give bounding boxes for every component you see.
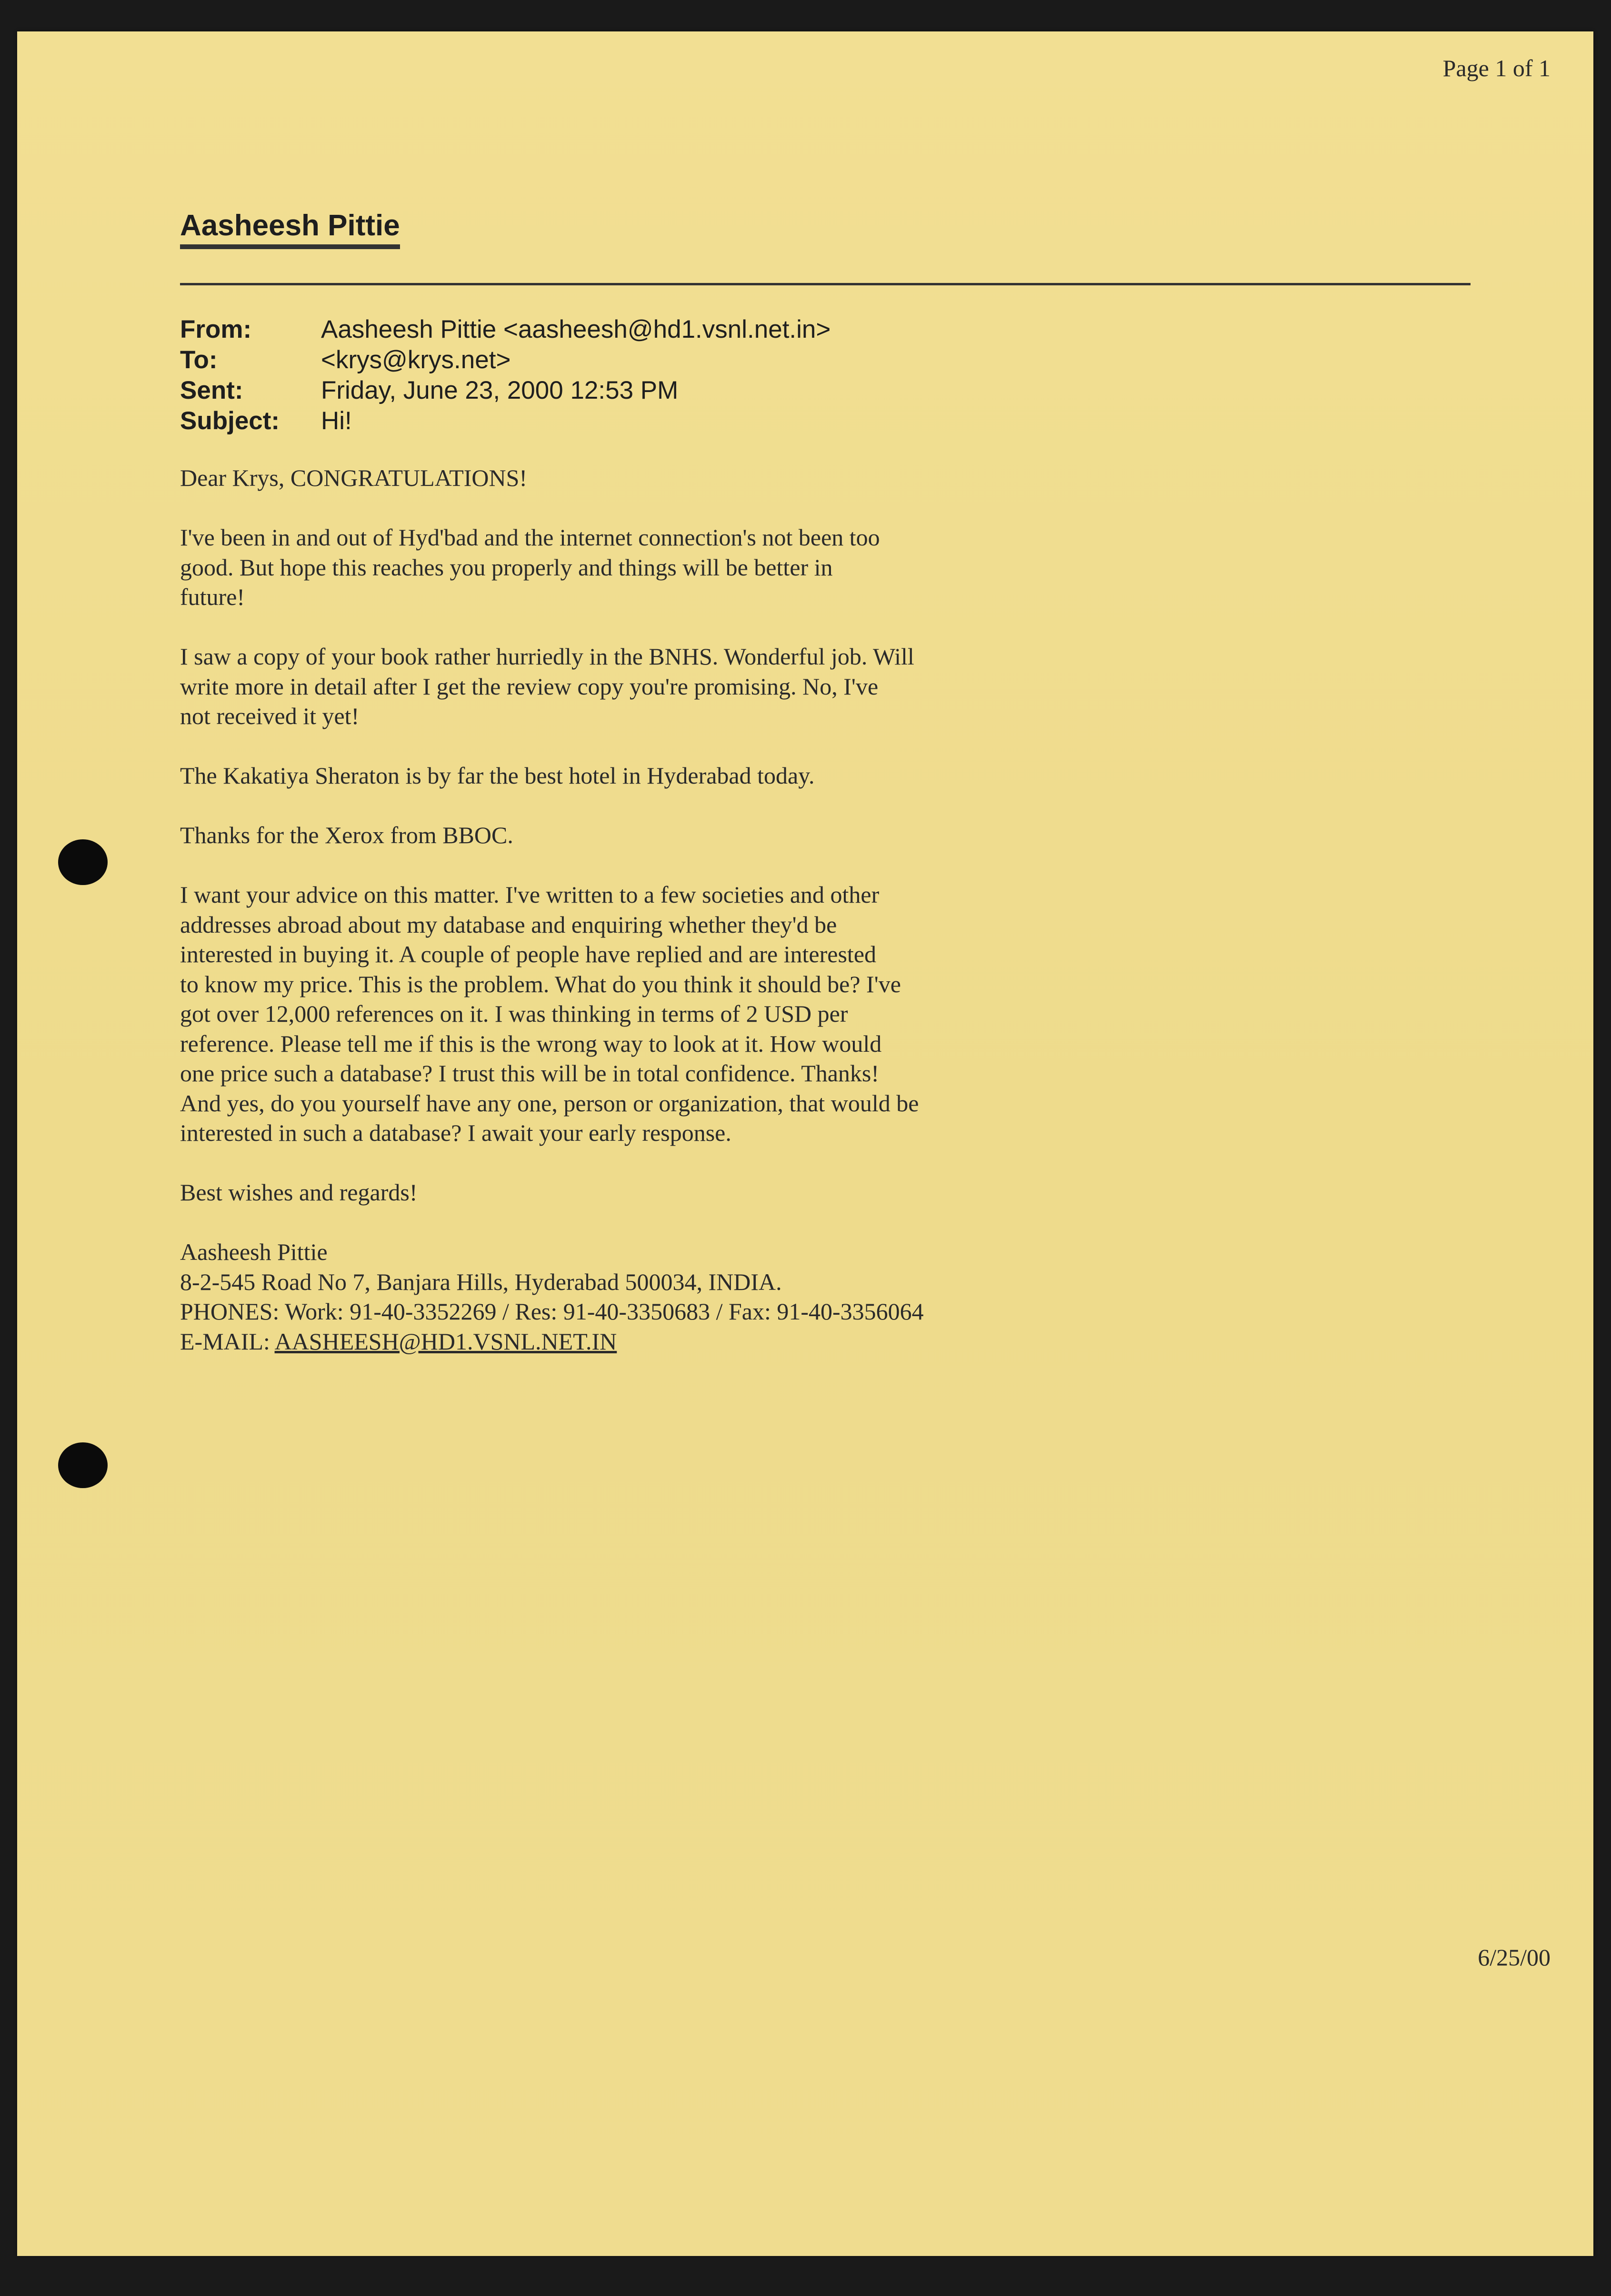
subject-label: Subject: — [180, 407, 280, 435]
signature-block — [180, 1237, 1094, 1356]
body-paragraph: I saw a copy of your book rather hurriedly in the BNHS. Wonderful job. Will write more in detail after I get the review copy you're promising. No, I've not received it yet! — [180, 643, 914, 729]
to-value: <krys@krys.net> — [321, 346, 511, 374]
email-body — [180, 463, 1094, 1356]
email-header — [180, 209, 1471, 249]
document-page — [17, 31, 1593, 2256]
meta-row-subject — [180, 406, 831, 436]
from-label: From: — [180, 315, 252, 343]
email-label: E-MAIL: — [180, 1328, 275, 1355]
email-link[interactable]: AASHEESH@HD1.VSNL.NET.IN — [274, 1328, 617, 1355]
signature-email-line — [180, 1327, 1094, 1357]
punch-hole — [58, 1442, 108, 1488]
closing: Best wishes and regards! — [180, 1179, 418, 1206]
to-label: To: — [180, 346, 218, 374]
heading-divider — [180, 283, 1471, 285]
meta-row-from — [180, 314, 831, 345]
signature-phones: PHONES: Work: 91-40-3352269 / Res: 91-40-3350683 / Fax: 91-40-3356064 — [180, 1298, 924, 1325]
sent-label: Sent: — [180, 376, 243, 404]
subject-value: Hi! — [321, 407, 352, 435]
meta-row-to — [180, 345, 831, 375]
signature-address: 8-2-545 Road No 7, Banjara Hills, Hyderabad 500034, INDIA. — [180, 1268, 782, 1295]
signature-name: Aasheesh Pittie — [180, 1239, 328, 1265]
body-paragraph: Thanks for the Xerox from BBOC. — [180, 822, 513, 848]
body-paragraph: The Kakatiya Sheraton is by far the best hotel in Hyderabad today. — [180, 762, 815, 789]
sender-heading: Aasheesh Pittie — [180, 209, 400, 249]
greeting: Dear Krys, CONGRATULATIONS! — [180, 464, 528, 491]
body-paragraph: I want your advice on this matter. I've written to a few societies and other addresses abroad about my database and enquiring whether they'd be interested in buying it. A couple of people have replied and are interested to know my price. This is the problem. What do you think it should be? I've got over 12,000 references on it. I was thinking in terms of 2 USD per reference. Please tell me if this is the wrong way to look at it. How would one price such a database? I trust this will be in total confidence. Thanks! And yes, do you yourself have any one, person or organization, that would be interested in such a database? I await your early response. — [180, 881, 919, 1146]
footer-date: 6/25/00 — [1478, 1944, 1551, 1971]
page-number: Page 1 of 1 — [1442, 55, 1551, 81]
meta-row-sent — [180, 375, 831, 406]
email-metadata — [180, 314, 831, 436]
sent-value: Friday, June 23, 2000 12:53 PM — [321, 376, 679, 404]
punch-hole — [58, 839, 108, 885]
body-paragraph: I've been in and out of Hyd'bad and the internet connection's not been too good. But hope this reaches you properly and things will be better in future! — [180, 524, 880, 610]
from-value: Aasheesh Pittie <aasheesh@hd1.vsnl.net.in> — [321, 315, 831, 343]
